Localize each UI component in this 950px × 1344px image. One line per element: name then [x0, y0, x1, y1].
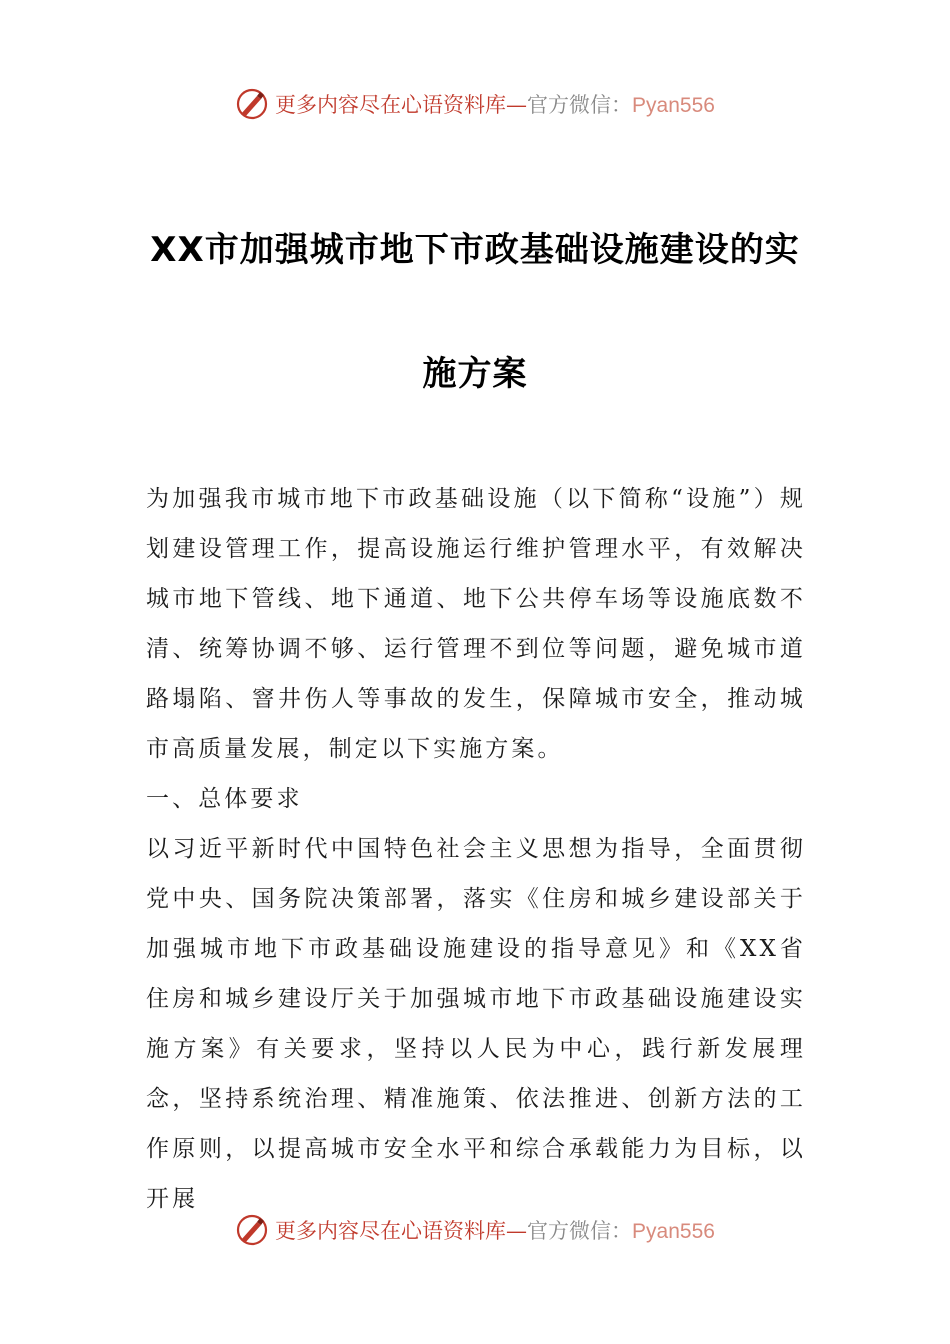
body-paragraph-guidance: 以习近平新时代中国特色社会主义思想为指导，全面贯彻党中央、国务院决策部署，落实《住房和城乡建设部关于加强城市地下市政基础设施建设的指导意见》和《XX省住房和城乡建设厅关于加强城市地下市政基础设施建设实施方案》有关要求，坚持以人民为中心，践行新发展理念，坚持系统治理、精准施策、依法推进、创新方法的工作原则，以提高城市安全水平和综合承载能力为目标，以开展 [146, 836, 806, 1212]
pen-logo-icon [235, 87, 269, 121]
banner-wechat-label: 官方微信： [527, 1219, 633, 1243]
banner-wechat-id: Pyan556 [632, 94, 715, 117]
banner-brand-text: 更多内容尽在心语资料库 [275, 93, 507, 117]
body-paragraph-intro: 为加强我市城市地下市政基础设施（以下简称“设施”）规划建设管理工作，提高设施运行维护管理水平，有效解决城市地下管线、地下通道、地下公共停车场等设施底数不清、统筹协调不够、运行管理不到位等问题，避免城市道路塌陷、窨井伤人等事故的发生，保障城市安全，推动城市高质量发展，制定以下实施方案。 [146, 486, 806, 762]
banner-wechat-id: Pyan556 [632, 1220, 715, 1243]
banner-brand-text: 更多内容尽在心语资料库 [275, 1219, 507, 1243]
document-title-line-1: XX市加强城市地下市政基础设施建设的实 [150, 230, 800, 270]
banner-separator: — [506, 1219, 528, 1243]
banner-separator: — [506, 93, 528, 117]
banner-text [275, 1215, 715, 1245]
section-heading-overall-requirements: 一、总体要求 [146, 786, 303, 812]
document-title-line-2: 施方案 [422, 354, 528, 394]
header-watermark-banner [0, 84, 950, 124]
footer-watermark-banner [0, 1210, 950, 1250]
pen-logo-icon [235, 1213, 269, 1247]
document-body [146, 474, 806, 1224]
banner-wechat-label: 官方微信： [527, 93, 633, 117]
banner-text [275, 89, 715, 119]
